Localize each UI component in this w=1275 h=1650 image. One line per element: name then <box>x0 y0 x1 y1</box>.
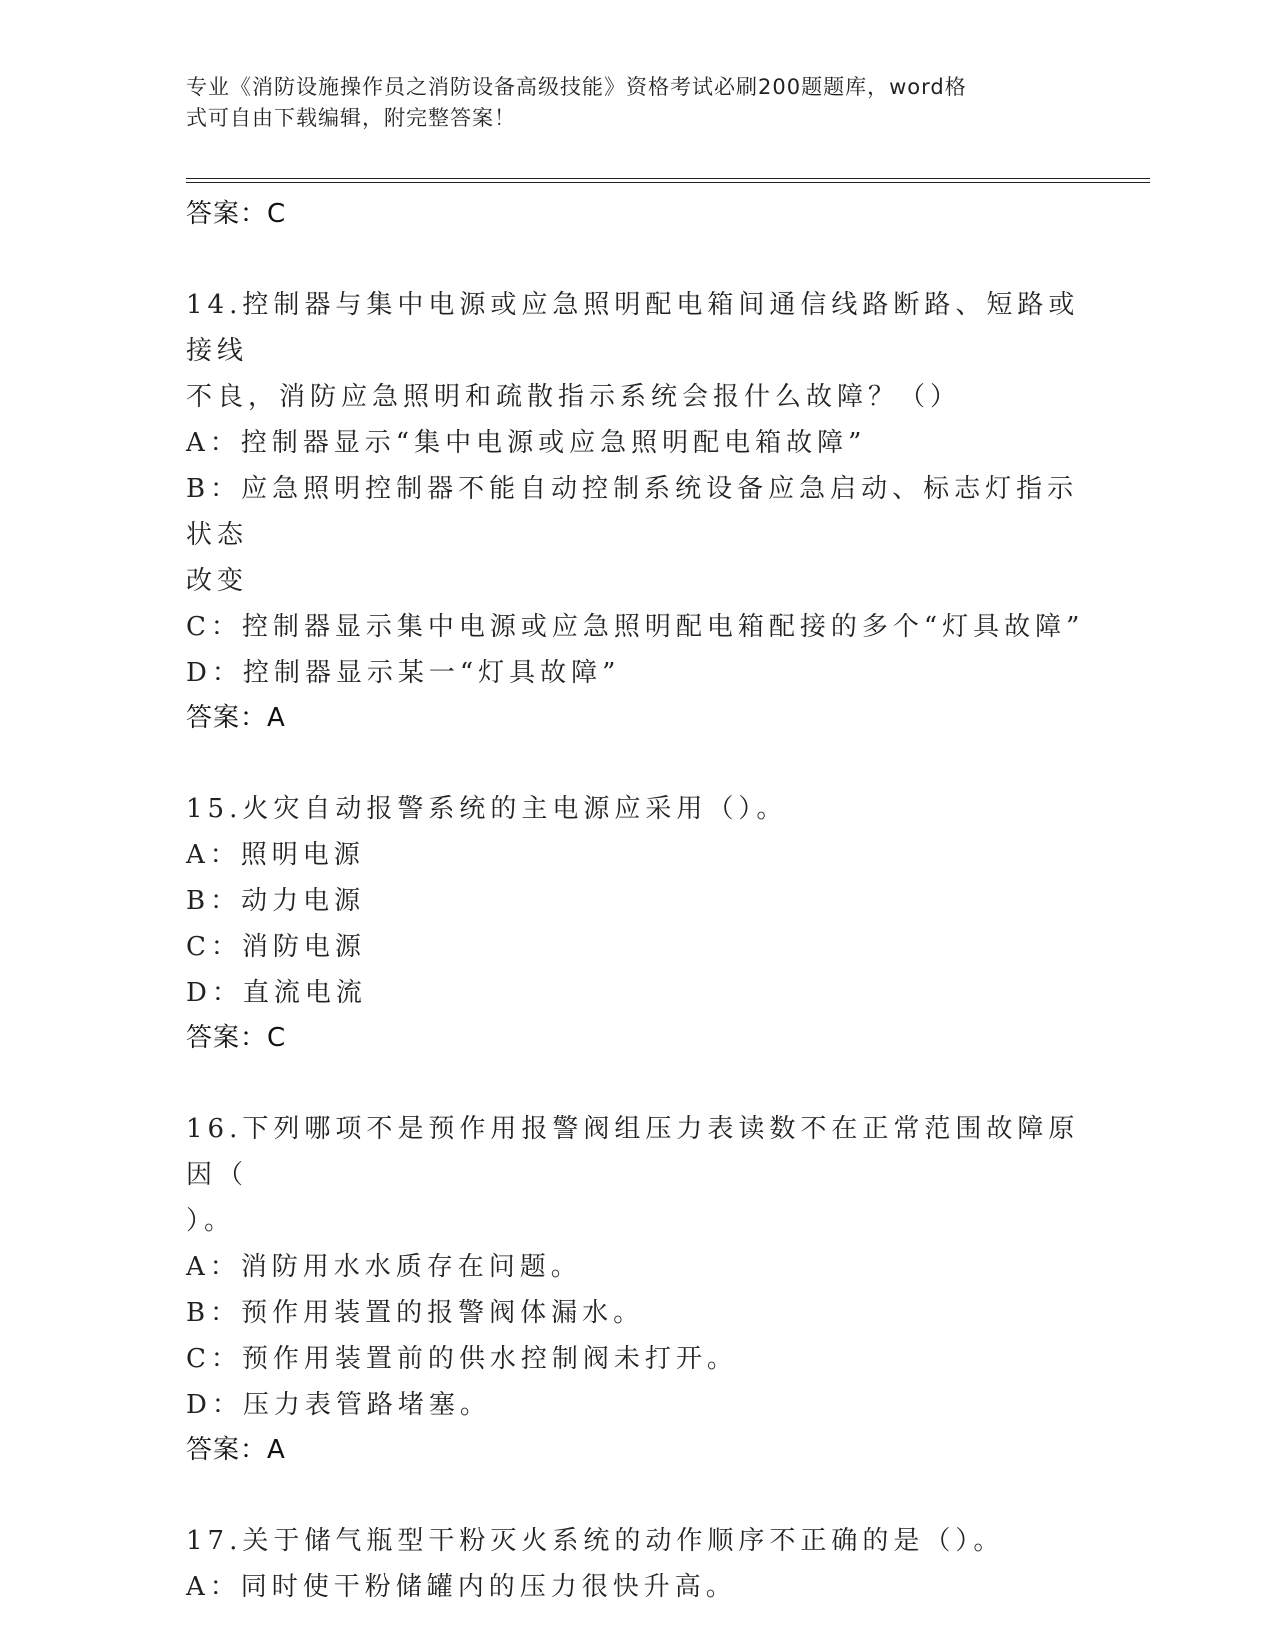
option-c: C：消防电源 <box>186 932 366 962</box>
question-15 <box>186 786 1086 1060</box>
question-stem: 不良，消防应急照明和疏散指示系统会报什么故障？（） <box>186 382 962 412</box>
option-c: C：控制器显示集中电源或应急照明配电箱配接的多个“灯具故障” <box>186 612 1085 642</box>
option-a: A：消防用水水质存在问题。 <box>186 1252 582 1282</box>
option-b-continued: 改变 <box>186 566 249 596</box>
question-14 <box>186 282 1086 740</box>
answer-previous: 答案：C <box>186 199 287 229</box>
option-b: B：预作用装置的报警阀体漏水。 <box>186 1298 645 1328</box>
option-a: A：同时使干粉储罐内的压力很快升高。 <box>186 1572 737 1602</box>
question-stem: 14.控制器与集中电源或应急照明配电箱间通信线路断路、短路或接线 <box>186 290 1080 366</box>
option-d: D：控制器显示某一“灯具故障” <box>186 658 621 688</box>
question-stem: 16.下列哪项不是预作用报警阀组压力表读数不在正常范围故障原因（ <box>186 1114 1080 1190</box>
spacer <box>186 236 1086 282</box>
option-d: D：压力表管路堵塞。 <box>186 1390 491 1420</box>
question-stem: ）。 <box>186 1206 236 1236</box>
question-16 <box>186 1106 1086 1472</box>
option-b: B：应急照明控制器不能自动控制系统设备应急启动、标志灯指示状态 <box>186 474 1079 550</box>
header-rule-top <box>186 178 1150 179</box>
option-c: C：预作用装置前的供水控制阀未打开。 <box>186 1344 738 1374</box>
answer: 答案：A <box>186 703 286 733</box>
option-a: A：照明电源 <box>186 840 365 870</box>
option-b: B：动力电源 <box>186 886 366 916</box>
question-stem: 17.关于储气瓶型干粉灭火系统的动作顺序不正确的是（）。 <box>186 1526 1005 1556</box>
question-17 <box>186 1518 1086 1610</box>
header-line-2: 式可自由下载编辑，附完整答案！ <box>186 106 516 130</box>
page-header <box>186 72 1066 134</box>
question-list <box>186 192 1086 1610</box>
option-a: A：控制器显示“集中电源或应急照明配电箱故障” <box>186 428 867 458</box>
option-d: D：直流电流 <box>186 978 367 1008</box>
answer: 答案：A <box>186 1435 286 1465</box>
header-rule-bottom <box>186 182 1150 183</box>
question-stem: 15.火灾自动报警系统的主电源应采用（）。 <box>186 794 788 824</box>
answer: 答案：C <box>186 1023 287 1053</box>
header-line-1: 专业《消防设施操作员之消防设备高级技能》资格考试必刷200题题库，word格 <box>186 75 967 99</box>
